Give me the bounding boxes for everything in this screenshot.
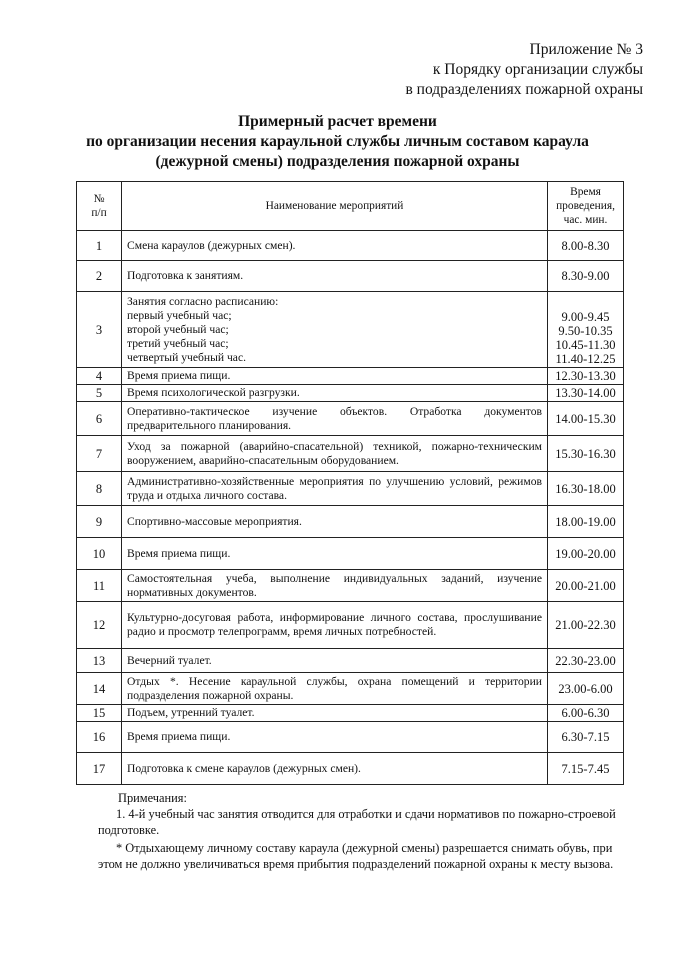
table-row	[77, 506, 624, 538]
title-line-3: (дежурной смены) подразделения пожарной охраны	[155, 153, 520, 170]
row-time: 21.00-22.30	[548, 602, 624, 649]
row-time-line: 9.50-10.35	[558, 324, 613, 338]
row-event: Подготовка к занятиям.	[122, 261, 548, 292]
row-number: 14	[77, 673, 122, 705]
row-number: 6	[77, 402, 122, 436]
row-time-line: 10.45-11.30	[555, 338, 616, 352]
row-event: Вечерний туалет.	[122, 649, 548, 673]
row-number: 3	[77, 292, 122, 368]
row-number: 9	[77, 506, 122, 538]
row-number: 8	[77, 472, 122, 506]
appendix-line-2: к Порядку организации службы	[432, 61, 643, 78]
header-num	[77, 182, 122, 231]
table-row	[77, 570, 624, 602]
row-time: 6.30-7.15	[548, 722, 624, 753]
table-row	[77, 649, 624, 673]
header-time-line-1: Время	[570, 186, 601, 198]
row-time: 8.00-8.30	[548, 231, 624, 261]
table-row	[77, 602, 624, 649]
row-time: 7.15-7.45	[548, 753, 624, 785]
notes-caption: Примечания:	[118, 791, 187, 805]
row-number: 15	[77, 705, 122, 722]
row-event: Подъем, утренний туалет.	[122, 705, 548, 722]
row-event: Оперативно-тактическое изучение объектов. Отработка документов предварительного планирования.	[122, 402, 548, 436]
appendix-number: Приложение № 3	[529, 41, 643, 58]
header-time-line-2: проведения,	[556, 200, 615, 212]
row-time: 20.00-21.00	[548, 570, 624, 602]
row-event: Время приема пищи.	[122, 538, 548, 570]
row-event: Время психологической разгрузки.	[122, 385, 548, 402]
table-row	[77, 385, 624, 402]
row-time: 22.30-23.00	[548, 649, 624, 673]
row-time: 19.00-20.00	[548, 538, 624, 570]
row-number: 16	[77, 722, 122, 753]
row-time: 6.00-6.30	[548, 705, 624, 722]
title-line-1: Примерный расчет времени	[238, 113, 437, 130]
table-row	[77, 292, 624, 368]
notes-section	[98, 790, 638, 872]
appendix-header	[405, 40, 643, 100]
header-num-line-1: №	[93, 193, 105, 205]
row-event-line: четвертый учебный час.	[127, 350, 246, 364]
title-line-2: по организации несения караульной службы личным составом караула	[86, 133, 589, 150]
row-number: 7	[77, 436, 122, 472]
row-event-line: второй учебный час;	[127, 322, 229, 336]
appendix-line-3: в подразделениях пожарной охраны	[405, 81, 643, 98]
row-time: 23.00-6.00	[548, 673, 624, 705]
row-event: Время приема пищи.	[122, 368, 548, 385]
header-time-line-3: час. мин.	[563, 214, 608, 226]
row-time: 8.30-9.00	[548, 261, 624, 292]
row-event-line: третий учебный час;	[127, 336, 229, 350]
table-row	[77, 261, 624, 292]
row-time: 12.30-13.30	[548, 368, 624, 385]
row-time: 18.00-19.00	[548, 506, 624, 538]
row-event: Время приема пищи.	[122, 722, 548, 753]
note-2: * Отдыхающему личному составу караула (дежурной смены) разрешается снимать обувь, при этом не должно увеличиваться время прибытия подразделений пожарной охраны к месту вызова.	[98, 841, 614, 871]
header-num-line-2: п/п	[91, 207, 107, 219]
document-title	[0, 112, 675, 172]
header-event: Наименование мероприятий	[122, 182, 548, 231]
row-event: Отдых *. Несение караульной службы, охрана помещений и территории подразделения пожарной охраны.	[122, 673, 548, 705]
row-event	[122, 292, 548, 368]
row-event: Самостоятельная учеба, выполнение индивидуальных заданий, изучение нормативных документов.	[122, 570, 548, 602]
row-time: 16.30-18.00	[548, 472, 624, 506]
table-row	[77, 231, 624, 261]
row-number: 2	[77, 261, 122, 292]
header-time	[548, 182, 624, 231]
row-number: 11	[77, 570, 122, 602]
table-row	[77, 705, 624, 722]
row-time: 13.30-14.00	[548, 385, 624, 402]
table-row	[77, 753, 624, 785]
row-number: 12	[77, 602, 122, 649]
row-event-line: Занятия согласно расписанию:	[127, 294, 279, 308]
schedule-table	[76, 181, 624, 785]
row-time: 15.30-16.30	[548, 436, 624, 472]
row-time-line: 11.40-12.25	[555, 352, 616, 366]
table-row	[77, 722, 624, 753]
row-event: Культурно-досуговая работа, информирование личного состава, прослушивание радио и просмотр телепрограмм, время личных потребностей.	[122, 602, 548, 649]
table-row	[77, 673, 624, 705]
table-row	[77, 472, 624, 506]
table-header-row	[77, 182, 624, 231]
row-time: 14.00-15.30	[548, 402, 624, 436]
row-event: Уход за пожарной (аварийно-спасательной) техникой, пожарно-техническим вооружением, аварийно-спасательным оборудованием.	[122, 436, 548, 472]
row-number: 4	[77, 368, 122, 385]
row-event: Подготовка к смене караулов (дежурных смен).	[122, 753, 548, 785]
table-row	[77, 368, 624, 385]
row-time	[548, 292, 624, 368]
row-event-line: первый учебный час;	[127, 308, 232, 322]
row-number: 5	[77, 385, 122, 402]
row-number: 1	[77, 231, 122, 261]
row-number: 13	[77, 649, 122, 673]
row-event: Спортивно-массовые мероприятия.	[122, 506, 548, 538]
row-event: Административно-хозяйственные мероприятия по улучшению условий, режимов труда и отдыха личного состава.	[122, 472, 548, 506]
row-event: Смена караулов (дежурных смен).	[122, 231, 548, 261]
table-row	[77, 402, 624, 436]
table-row	[77, 436, 624, 472]
row-time-line: 9.00-9.45	[561, 310, 610, 324]
row-number: 17	[77, 753, 122, 785]
note-1: 1. 4-й учебный час занятия отводится для отработки и сдачи нормативов по пожарно-строевой подготовке.	[98, 807, 616, 837]
table-row	[77, 538, 624, 570]
row-number: 10	[77, 538, 122, 570]
